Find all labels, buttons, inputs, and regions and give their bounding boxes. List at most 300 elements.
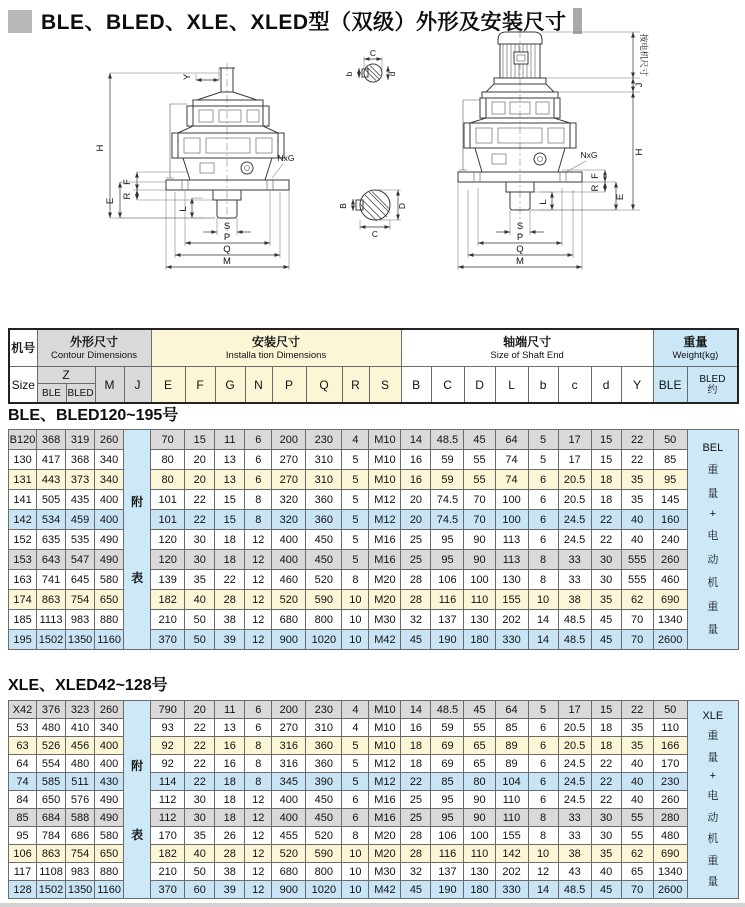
table-cell: 1350: [66, 881, 95, 899]
table-cell: 555: [621, 550, 653, 570]
weight-note-line: 重: [707, 730, 719, 743]
table-cell: 114: [151, 773, 185, 791]
weight-note-line: 重: [707, 600, 719, 613]
table-cell: 6: [245, 430, 272, 450]
table-cell: 650: [37, 791, 66, 809]
table-cell: 60: [185, 881, 215, 899]
table-cell: 200: [272, 430, 306, 450]
table-cell: 690: [653, 845, 687, 863]
table-cell: 400: [95, 510, 124, 530]
table-cell: 70: [621, 630, 653, 650]
table-cell: 62: [621, 590, 653, 610]
table-cell: 24.5: [558, 530, 591, 550]
table-cell: 17: [558, 701, 591, 719]
header-group-contour: 外形尺寸 Contour Dimensions: [37, 329, 151, 367]
table-cell: 93: [151, 719, 185, 737]
table-cell: 410: [66, 719, 95, 737]
table-cell: 22: [621, 701, 653, 719]
table-cell: 534: [37, 510, 66, 530]
table-cell: 6: [528, 737, 558, 755]
table-cell: 490: [95, 530, 124, 550]
table-cell: 35: [621, 719, 653, 737]
table-cell: 455: [272, 827, 306, 845]
table-cell: 643: [37, 550, 66, 570]
table-cell: 155: [495, 590, 528, 610]
table-cell: 28: [401, 590, 431, 610]
weight-note-line: 动: [707, 553, 719, 566]
table-cell: 30: [591, 570, 621, 590]
table-row: [9, 470, 739, 490]
table-cell: 784: [37, 827, 66, 845]
table-cell: 24.5: [558, 773, 591, 791]
table-cell: 4: [342, 701, 369, 719]
header-col-d: D: [464, 367, 495, 404]
weight-note-line: 电: [707, 790, 719, 803]
table-cell: 39: [215, 881, 245, 899]
table-cell: M12: [369, 490, 401, 510]
table-cell: 145: [653, 490, 687, 510]
table-cell: 18: [215, 550, 245, 570]
table-cell: 28: [401, 845, 431, 863]
table-cell: 240: [653, 530, 687, 550]
table-cell: 30: [185, 550, 215, 570]
header-size-en: Size: [9, 367, 37, 404]
detail-label-d-small: d: [387, 71, 397, 77]
table-cell: 32: [401, 863, 431, 881]
table-cell: 18: [215, 773, 245, 791]
table-cell: 28: [215, 590, 245, 610]
header-col-b: B: [401, 367, 431, 404]
table-cell: 12: [245, 863, 272, 881]
table-cell: 490: [95, 809, 124, 827]
table-cell: 84: [9, 791, 37, 809]
table-cell: 64: [9, 755, 37, 773]
table-cell: 230: [306, 701, 342, 719]
table-cell: 511: [66, 773, 95, 791]
table-cell: 128: [9, 881, 37, 899]
table-cell: 8: [245, 490, 272, 510]
table-cell: 900: [272, 881, 306, 899]
table-cell: 6: [528, 510, 558, 530]
table-cell: 45: [464, 701, 495, 719]
table-cell: 520: [306, 570, 342, 590]
table-cell: 526: [37, 737, 66, 755]
table-cell: 400: [95, 490, 124, 510]
table-cell: 6: [245, 719, 272, 737]
weight-note-cell: [687, 430, 738, 650]
table-cell: 22: [591, 530, 621, 550]
table-cell: 10: [342, 863, 369, 881]
table-cell: 26: [215, 827, 245, 845]
table-cell: M12: [369, 510, 401, 530]
table-cell: 17: [558, 450, 591, 470]
table-cell: 59: [431, 470, 464, 490]
table-cell: 110: [464, 845, 495, 863]
dim-label-p-right: P: [516, 232, 524, 243]
table-cell: 547: [66, 550, 95, 570]
table-cell: 48.5: [431, 430, 464, 450]
table-cell: M16: [369, 530, 401, 550]
table-cell: 480: [653, 827, 687, 845]
table-cell: 6: [528, 470, 558, 490]
table-cell: 22: [185, 773, 215, 791]
table-row: [9, 510, 739, 530]
table-cell: 95: [431, 550, 464, 570]
table-cell: 89: [495, 755, 528, 773]
table-cell: 576: [66, 791, 95, 809]
table-cell: 1160: [95, 881, 124, 899]
table-cell: M42: [369, 881, 401, 899]
table-cell: 74: [9, 773, 37, 791]
table-cell: 10: [528, 845, 558, 863]
table-cell: 8: [245, 510, 272, 530]
table-cell: 40: [185, 590, 215, 610]
table-cell: 70: [464, 510, 495, 530]
table-cell: 116: [431, 590, 464, 610]
table-cell: 230: [306, 430, 342, 450]
table-cell: M30: [369, 863, 401, 881]
table-cell: 480: [66, 755, 95, 773]
table-cell: 368: [37, 430, 66, 450]
table-cell: 30: [185, 809, 215, 827]
weight-note-line: 电: [707, 530, 719, 543]
table-cell: 38: [558, 845, 591, 863]
table-cell: 880: [95, 863, 124, 881]
table-cell: 6: [342, 809, 369, 827]
table-row: [9, 630, 739, 650]
dim-label-s-right: S: [516, 221, 524, 232]
table-cell: 200: [272, 701, 306, 719]
header-col-c-lower: c: [558, 367, 591, 404]
spec-table-ble-bled: [8, 429, 739, 650]
table-cell: 33: [558, 809, 591, 827]
table-cell: 70: [621, 610, 653, 630]
table-cell: 15: [591, 450, 621, 470]
table-cell: 30: [591, 827, 621, 845]
table-cell: 14: [528, 630, 558, 650]
table-cell: 390: [306, 773, 342, 791]
table-cell: 1020: [306, 881, 342, 899]
table-row: [9, 809, 739, 827]
table-cell: 15: [215, 510, 245, 530]
header-col-y: Y: [621, 367, 653, 404]
header-group-shaft-end: 轴端尺寸 Size of Shaft End: [401, 329, 653, 367]
table-cell: 25: [401, 791, 431, 809]
table-cell: 202: [495, 863, 528, 881]
table-cell: 16: [215, 737, 245, 755]
dim-label-h-right: H: [634, 148, 645, 156]
table-cell: 130: [464, 610, 495, 630]
table-cell: 450: [306, 550, 342, 570]
section-title-ble: BLE、BLED120~195号: [8, 407, 179, 424]
table-cell: 5: [342, 530, 369, 550]
table-cell: 18: [591, 490, 621, 510]
table-cell: 590: [306, 845, 342, 863]
table-cell: 400: [272, 530, 306, 550]
header-group-weight: 重量 Weight(kg): [653, 329, 738, 367]
table-cell: 12: [245, 610, 272, 630]
table-row: [9, 737, 739, 755]
table-cell: 137: [431, 610, 464, 630]
table-cell: 80: [151, 450, 185, 470]
table-cell: 182: [151, 590, 185, 610]
table-cell: 370: [151, 630, 185, 650]
table-cell: 110: [653, 719, 687, 737]
table-cell: 5: [342, 755, 369, 773]
shaft-section-detail: [338, 190, 407, 239]
table-cell: 2600: [653, 630, 687, 650]
table-cell: 152: [9, 530, 37, 550]
table-cell: 10: [342, 610, 369, 630]
table-cell: 900: [272, 630, 306, 650]
table-cell: 25: [401, 550, 431, 570]
table-cell: M20: [369, 827, 401, 845]
table-cell: 320: [272, 510, 306, 530]
table-cell: 106: [9, 845, 37, 863]
table-cell: 4: [342, 719, 369, 737]
weight-note-line: 动: [707, 811, 719, 824]
table-cell: X42: [9, 701, 37, 719]
weight-note-line: 机: [707, 833, 719, 846]
table-cell: 520: [306, 827, 342, 845]
table-cell: 92: [151, 755, 185, 773]
table-cell: M30: [369, 610, 401, 630]
table-cell: 14: [528, 881, 558, 899]
table-cell: 22: [185, 490, 215, 510]
table-cell: 38: [215, 610, 245, 630]
table-cell: M20: [369, 590, 401, 610]
left-reducer-drawing: [95, 63, 295, 270]
table-cell: 100: [464, 827, 495, 845]
table-cell: 50: [653, 701, 687, 719]
table-cell: 13: [215, 450, 245, 470]
table-row: [9, 450, 739, 470]
table-cell: 435: [66, 490, 95, 510]
table-cell: 15: [591, 701, 621, 719]
table-cell: 174: [9, 590, 37, 610]
table-cell: 74: [495, 450, 528, 470]
table-cell: 65: [464, 737, 495, 755]
header-col-f: F: [185, 367, 215, 404]
table-cell: 25: [401, 809, 431, 827]
table-cell: 55: [464, 470, 495, 490]
table-cell: 15: [591, 430, 621, 450]
dim-label-q-left: Q: [223, 244, 231, 255]
table-cell: 22: [591, 510, 621, 530]
table-cell: 33: [558, 570, 591, 590]
dim-label-q-right: Q: [516, 244, 524, 255]
dim-label-p-left: P: [223, 232, 231, 243]
table-cell: 45: [591, 881, 621, 899]
table-row: [9, 570, 739, 590]
table-cell: 450: [306, 791, 342, 809]
detail-label-c-top: C: [369, 48, 377, 58]
table-cell: 460: [653, 570, 687, 590]
table-cell: 983: [66, 863, 95, 881]
table-cell: 137: [431, 863, 464, 881]
table-row: [9, 590, 739, 610]
table-cell: 166: [653, 737, 687, 755]
table-cell: 18: [215, 530, 245, 550]
table-cell: 5: [342, 470, 369, 490]
table-row: [9, 490, 739, 510]
table-cell: 12: [245, 827, 272, 845]
table-cell: 153: [9, 550, 37, 570]
table-cell: 50: [185, 610, 215, 630]
weight-note-line: +: [709, 770, 717, 783]
table-cell: 40: [621, 510, 653, 530]
table-cell: 6: [245, 450, 272, 470]
table-cell: 20.5: [558, 490, 591, 510]
table-cell: 182: [151, 845, 185, 863]
table-row: [9, 845, 739, 863]
table-cell: 160: [653, 510, 687, 530]
dim-label-e-left: E: [105, 197, 116, 205]
table-cell: 90: [464, 809, 495, 827]
spec-table-xle-xled: [8, 700, 739, 899]
header-z-sub-bled: BLED: [66, 384, 95, 404]
table-cell: 39: [215, 630, 245, 650]
j-note-line: 表: [131, 570, 144, 585]
table-cell: 16: [401, 719, 431, 737]
dim-label-j-right: J: [634, 82, 645, 88]
spec-table-header: [8, 328, 739, 404]
table-cell: 110: [495, 809, 528, 827]
table-cell: 459: [66, 510, 95, 530]
table-cell: 360: [306, 490, 342, 510]
dim-label-r-left: R: [122, 192, 133, 200]
table-cell: 55: [621, 827, 653, 845]
table-cell: 645: [66, 570, 95, 590]
table-row: [9, 881, 739, 899]
table-cell: 80: [464, 773, 495, 791]
table-cell: 10: [342, 590, 369, 610]
table-cell: 24.5: [558, 755, 591, 773]
table-cell: 1113: [37, 610, 66, 630]
table-cell: 863: [37, 845, 66, 863]
table-cell: 8: [528, 570, 558, 590]
table-cell: 8: [528, 809, 558, 827]
table-cell: 6: [245, 701, 272, 719]
table-cell: 38: [558, 590, 591, 610]
table-cell: 360: [306, 737, 342, 755]
table-cell: 22: [591, 755, 621, 773]
table-cell: 195: [9, 630, 37, 650]
table-cell: 450: [306, 809, 342, 827]
table-cell: 310: [306, 470, 342, 490]
table-cell: 70: [464, 490, 495, 510]
page-title: BLE、BLED、XLE、XLED型（双级）外形及安装尺寸: [41, 11, 567, 34]
table-cell: 10: [342, 845, 369, 863]
table-cell: 490: [95, 550, 124, 570]
table-cell: 62: [621, 845, 653, 863]
table-cell: 490: [95, 791, 124, 809]
table-cell: 590: [306, 590, 342, 610]
table-cell: 155: [495, 827, 528, 845]
table-cell: 55: [621, 809, 653, 827]
table-cell: 5: [342, 450, 369, 470]
table-cell: 22: [401, 773, 431, 791]
table-cell: 8: [245, 755, 272, 773]
weight-note-line: BEL: [702, 441, 724, 454]
table-cell: 230: [653, 773, 687, 791]
table-cell: 5: [342, 490, 369, 510]
table-cell: 6: [528, 791, 558, 809]
table-cell: 340: [95, 470, 124, 490]
table-cell: 370: [151, 881, 185, 899]
table-cell: 8: [342, 827, 369, 845]
table-cell: 20: [401, 510, 431, 530]
table-cell: 50: [185, 630, 215, 650]
table-cell: 456: [66, 737, 95, 755]
table-cell: 80: [151, 470, 185, 490]
right-reducer-drawing: [458, 30, 649, 270]
table-cell: 130: [495, 570, 528, 590]
table-cell: 270: [272, 470, 306, 490]
table-cell: 12: [245, 881, 272, 899]
table-cell: 880: [95, 610, 124, 630]
header-col-j: J: [124, 367, 151, 404]
dim-label-l-right: L: [538, 199, 549, 205]
table-cell: 120: [151, 530, 185, 550]
weight-note-line: 重: [707, 854, 719, 867]
weight-note-line: 量: [707, 487, 719, 500]
table-cell: 70: [621, 881, 653, 899]
table-cell: M10: [369, 701, 401, 719]
table-cell: 368: [66, 450, 95, 470]
table-cell: 16: [215, 755, 245, 773]
table-cell: M12: [369, 773, 401, 791]
dim-label-m-right: M: [516, 256, 524, 267]
table-cell: 18: [401, 755, 431, 773]
table-cell: 22: [621, 430, 653, 450]
table-cell: 684: [37, 809, 66, 827]
table-cell: M10: [369, 470, 401, 490]
table-cell: M10: [369, 450, 401, 470]
table-cell: 53: [9, 719, 37, 737]
table-cell: 800: [306, 863, 342, 881]
table-cell: 170: [653, 755, 687, 773]
table-cell: 5: [528, 430, 558, 450]
table-cell: 106: [431, 570, 464, 590]
table-cell: 85: [9, 809, 37, 827]
table-cell: 650: [95, 590, 124, 610]
detail-label-c-shaft: C: [371, 229, 379, 239]
table-cell: 5: [342, 773, 369, 791]
table-row: [9, 530, 739, 550]
table-cell: 12: [245, 791, 272, 809]
table-cell: 400: [272, 791, 306, 809]
table-cell: 180: [464, 630, 495, 650]
table-cell: 790: [151, 701, 185, 719]
table-cell: 45: [401, 630, 431, 650]
header-col-weight-ble: BLE: [653, 367, 687, 404]
table-cell: 30: [591, 550, 621, 570]
table-cell: 5: [342, 550, 369, 570]
header-col-r: R: [342, 367, 369, 404]
table-cell: 100: [464, 570, 495, 590]
header-col-q: Q: [306, 367, 342, 404]
table-cell: 6: [528, 755, 558, 773]
table-cell: 20: [401, 490, 431, 510]
section-title-xle: XLE、XLED42~128号: [8, 677, 168, 694]
header-col-m: M: [95, 367, 124, 404]
dim-label-motor-note: 按电机尺寸: [639, 33, 649, 77]
table-cell: 680: [272, 863, 306, 881]
table-cell: 69: [431, 737, 464, 755]
table-cell: 8: [245, 773, 272, 791]
table-cell: 35: [185, 827, 215, 845]
